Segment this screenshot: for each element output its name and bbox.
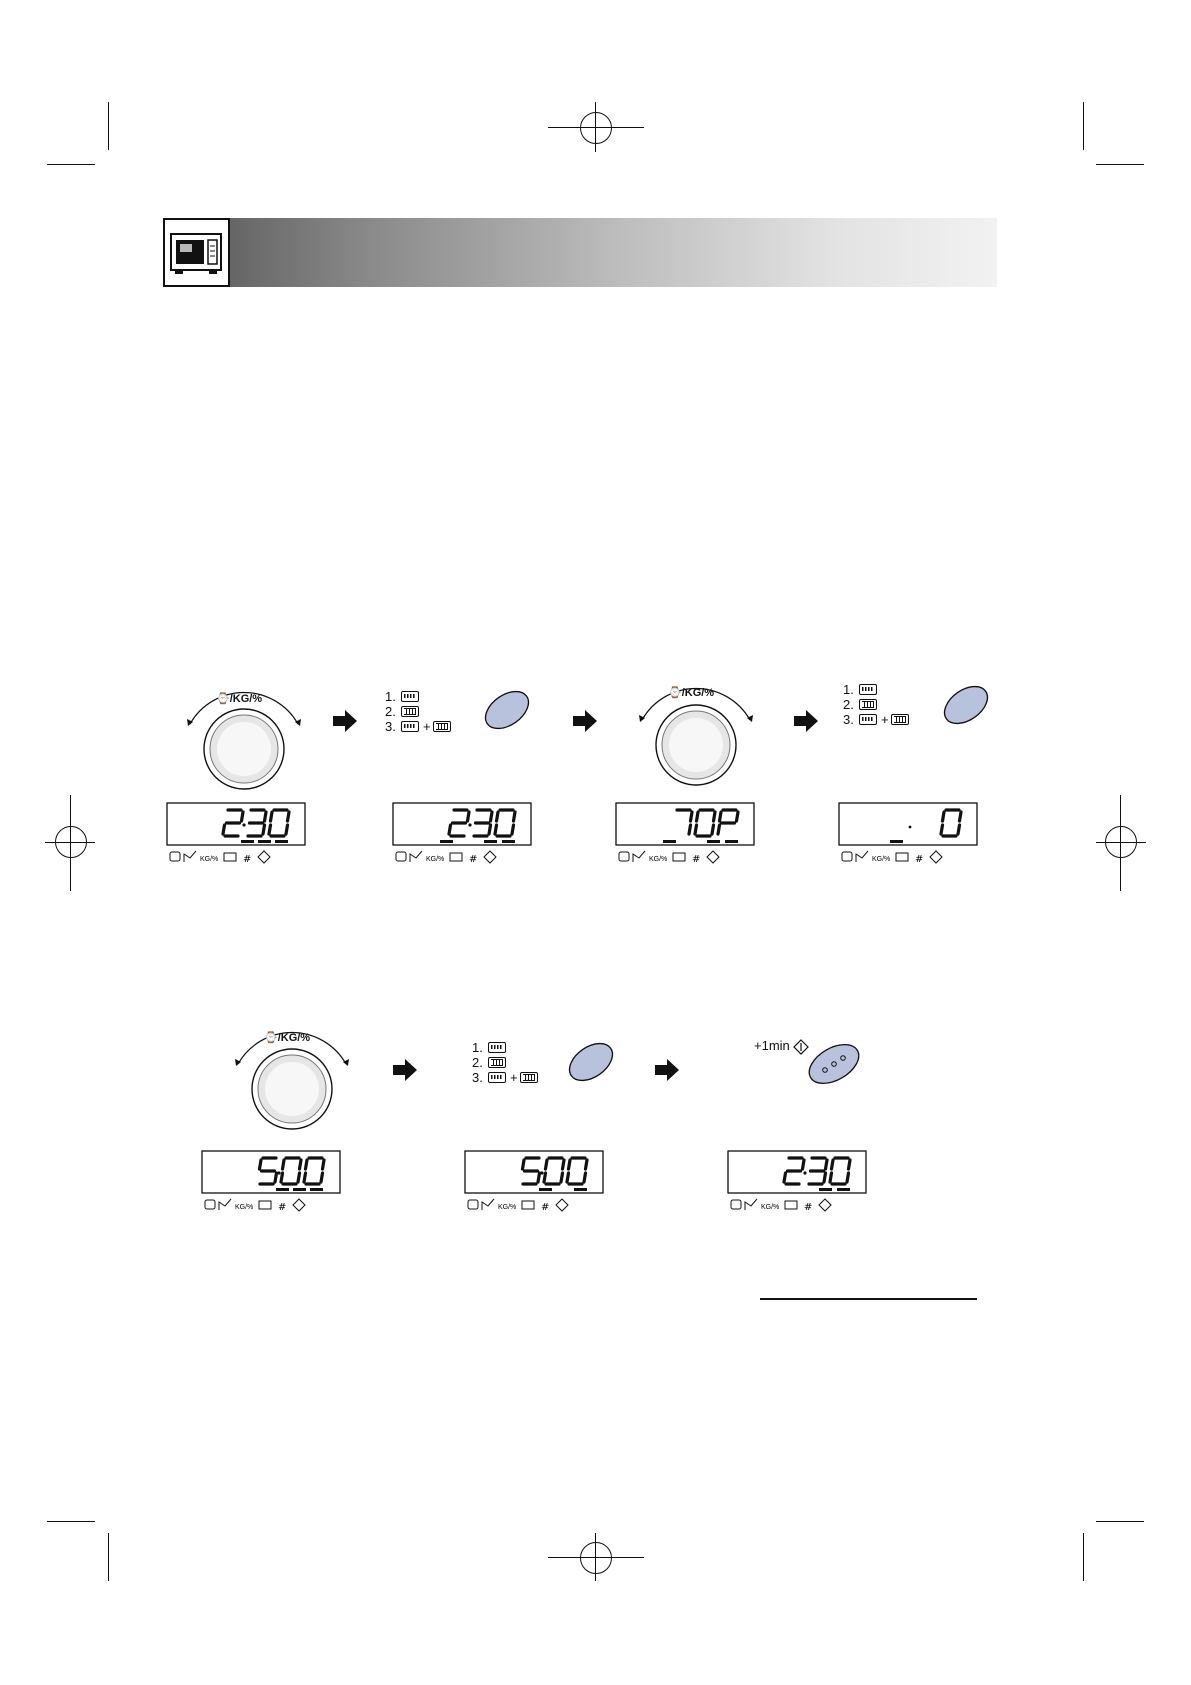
mode-combi: 3. + xyxy=(843,712,911,727)
indicator-kg-label: KG/% xyxy=(872,856,891,863)
lcd-display xyxy=(727,1150,867,1220)
arrow-right-icon xyxy=(655,1059,679,1081)
indicator-kg-label: KG/% xyxy=(235,1204,254,1211)
indicator-kg-label: KG/% xyxy=(649,856,668,863)
svg-text:#: # xyxy=(692,854,701,865)
arrow-right-icon xyxy=(573,710,597,732)
crop-mark-bl-h xyxy=(47,1521,95,1522)
mode-microwave: 1. xyxy=(472,1040,540,1055)
registration-bottom-circle xyxy=(580,1542,612,1574)
grill-mode-icon xyxy=(520,1072,538,1083)
lcd-display xyxy=(201,1150,341,1220)
crop-mark-bl-v xyxy=(108,1533,109,1581)
registration-left-circle xyxy=(55,826,87,858)
lcd-display xyxy=(392,802,532,872)
indicator-kg-label: KG/% xyxy=(761,1204,780,1211)
grill-mode-icon xyxy=(488,1057,506,1068)
indicator-kg-label: KG/% xyxy=(426,856,445,863)
mode-combi: 3. + xyxy=(385,719,453,734)
dial-label: ⌚/KG/% xyxy=(216,693,263,705)
dial-label: ⌚/KG/% xyxy=(264,1032,311,1044)
indicator-icons xyxy=(170,851,270,865)
grill-mode-icon xyxy=(891,714,909,725)
cooking-mode-list xyxy=(385,689,453,734)
lcd-display xyxy=(615,802,755,872)
lcd-display xyxy=(166,802,306,872)
svg-text:#: # xyxy=(469,854,478,865)
microwave-icon xyxy=(163,218,230,287)
dial-control[interactable] xyxy=(632,668,762,786)
microwave-mode-icon xyxy=(488,1072,506,1083)
cooking-mode-list xyxy=(472,1040,540,1085)
cooking-mode-list xyxy=(843,682,911,727)
mode-microwave: 1. xyxy=(385,689,453,704)
indicator-icons xyxy=(396,851,496,865)
microwave-mode-icon xyxy=(859,714,877,725)
crop-mark-br-h xyxy=(1096,1521,1144,1522)
microwave-mode-icon xyxy=(488,1042,506,1053)
arrow-right-icon xyxy=(333,710,357,732)
registration-top-circle xyxy=(580,112,612,144)
crop-mark-tr-h xyxy=(1096,164,1144,165)
svg-text:#: # xyxy=(804,1202,813,1213)
start-label: +1min xyxy=(754,1038,809,1055)
indicator-kg-label: KG/% xyxy=(498,1204,517,1211)
indicator-icons xyxy=(468,1199,568,1213)
lcd-display xyxy=(838,802,978,872)
grill-mode-icon xyxy=(433,721,451,732)
mode-button[interactable] xyxy=(940,683,992,727)
arrow-right-icon xyxy=(794,710,818,732)
microwave-mode-icon xyxy=(401,721,419,732)
underline-rule xyxy=(760,1298,977,1300)
indicator-kg-label: KG/% xyxy=(200,856,219,863)
grill-mode-icon xyxy=(859,699,877,710)
svg-text:#: # xyxy=(541,1202,550,1213)
microwave-mode-icon xyxy=(401,691,419,702)
lcd-display xyxy=(464,1150,604,1220)
dial-label: ⌚/KG/% xyxy=(668,687,715,699)
header-band xyxy=(163,218,997,287)
mode-combi: 3. + xyxy=(472,1070,540,1085)
mode-button[interactable] xyxy=(565,1040,617,1084)
indicator-icons xyxy=(842,851,942,865)
crop-mark-tr-v xyxy=(1083,102,1084,150)
crop-mark-tl-v xyxy=(108,102,109,150)
mode-grill: 2. xyxy=(843,697,911,712)
mode-grill: 2. xyxy=(385,704,453,719)
indicator-icons xyxy=(205,1199,305,1213)
dial-control[interactable] xyxy=(180,672,310,790)
crop-mark-tl-h xyxy=(47,164,95,165)
mode-grill: 2. xyxy=(472,1055,540,1070)
crop-mark-br-v xyxy=(1083,1533,1084,1581)
arrow-right-icon xyxy=(393,1059,417,1081)
microwave-mode-icon xyxy=(859,684,877,695)
mode-button[interactable] xyxy=(481,688,533,732)
dial-control[interactable] xyxy=(228,1012,358,1130)
start-button[interactable] xyxy=(805,1040,863,1088)
indicator-icons xyxy=(619,851,719,865)
svg-text:#: # xyxy=(278,1202,287,1213)
svg-text:#: # xyxy=(915,854,924,865)
grill-mode-icon xyxy=(401,706,419,717)
mode-microwave: 1. xyxy=(843,682,911,697)
registration-right-circle xyxy=(1105,826,1137,858)
indicator-icons xyxy=(731,1199,831,1213)
svg-text:#: # xyxy=(243,854,252,865)
